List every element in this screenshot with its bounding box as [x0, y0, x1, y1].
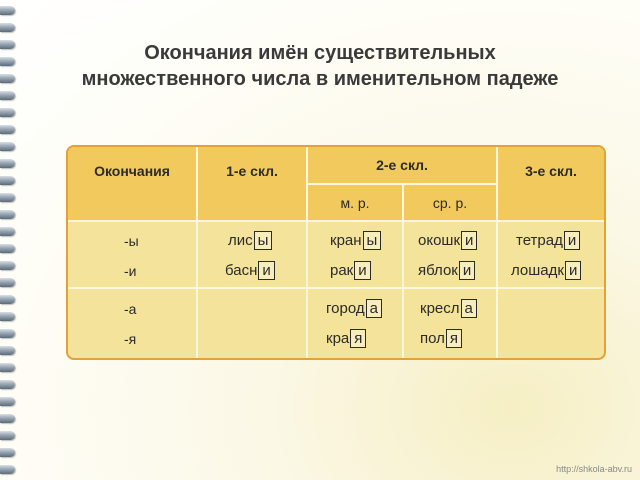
- title-line-1: Окончания имён существительных: [144, 42, 496, 64]
- binding-ring: [0, 346, 15, 355]
- binding-ring: [0, 142, 15, 151]
- header-endings: Окончания: [94, 163, 170, 179]
- word: пол я: [420, 329, 462, 348]
- ending-box: ы: [363, 231, 382, 250]
- binding-ring: [0, 312, 15, 321]
- row-divider: [68, 287, 604, 289]
- binding-ring: [0, 57, 15, 66]
- watermark: http://shkola-abv.ru: [556, 464, 632, 474]
- binding-ring: [0, 193, 15, 202]
- binding-ring: [0, 278, 15, 287]
- header-masculine: м. р.: [340, 195, 370, 211]
- binding-ring: [0, 227, 15, 236]
- ending-label: -и: [124, 263, 137, 279]
- binding-ring: [0, 125, 15, 134]
- binding-ring: [0, 295, 15, 304]
- binding-ring: [0, 74, 15, 83]
- word: тетрад и: [516, 231, 580, 250]
- title-line-2: множественного числа в именительном падеже: [81, 68, 559, 90]
- spiral-binding: [0, 0, 16, 480]
- binding-ring: [0, 244, 15, 253]
- header-decl3: 3-е скл.: [525, 163, 577, 179]
- word: басн и: [225, 261, 275, 280]
- endings-table: [66, 145, 606, 360]
- binding-ring: [0, 363, 15, 372]
- binding-ring: [0, 431, 15, 440]
- word: кран ы: [330, 231, 381, 250]
- binding-ring: [0, 414, 15, 423]
- word: лис ы: [228, 231, 272, 250]
- binding-ring: [0, 40, 15, 49]
- binding-ring: [0, 176, 15, 185]
- column-divider: [306, 147, 308, 358]
- header-decl1: 1-е скл.: [226, 163, 278, 179]
- binding-ring: [0, 397, 15, 406]
- ending-box: я: [446, 329, 462, 348]
- binding-ring: [0, 210, 15, 219]
- ending-label: -я: [124, 331, 137, 347]
- header-decl2: 2-е скл.: [376, 157, 428, 173]
- binding-ring: [0, 465, 15, 474]
- binding-ring: [0, 329, 15, 338]
- ending-box: и: [461, 231, 477, 250]
- word: кра я: [326, 329, 366, 348]
- binding-ring: [0, 6, 15, 15]
- ending-box: и: [564, 231, 580, 250]
- ending-label: -а: [124, 301, 137, 317]
- ending-label: -ы: [124, 233, 139, 249]
- row-divider: [68, 220, 604, 222]
- ending-box: и: [459, 261, 475, 280]
- word: рак и: [330, 261, 371, 280]
- word: яблок и: [418, 261, 475, 280]
- binding-ring: [0, 23, 15, 32]
- binding-ring: [0, 380, 15, 389]
- word: город а: [326, 299, 382, 318]
- ending-box: а: [366, 299, 382, 318]
- ending-box: и: [565, 261, 581, 280]
- binding-ring: [0, 159, 15, 168]
- binding-ring: [0, 261, 15, 270]
- ending-box: и: [354, 261, 370, 280]
- binding-ring: [0, 91, 15, 100]
- row-divider: [306, 183, 496, 185]
- binding-ring: [0, 108, 15, 117]
- ending-box: я: [350, 329, 366, 348]
- page-title: [20, 40, 620, 92]
- word: лошадк и: [511, 261, 581, 280]
- binding-ring: [0, 448, 15, 457]
- ending-box: а: [461, 299, 477, 318]
- word: кресл а: [420, 299, 477, 318]
- ending-box: ы: [254, 231, 273, 250]
- header-neuter: ср. р.: [432, 195, 468, 211]
- ending-box: и: [258, 261, 274, 280]
- word: окошк и: [418, 231, 477, 250]
